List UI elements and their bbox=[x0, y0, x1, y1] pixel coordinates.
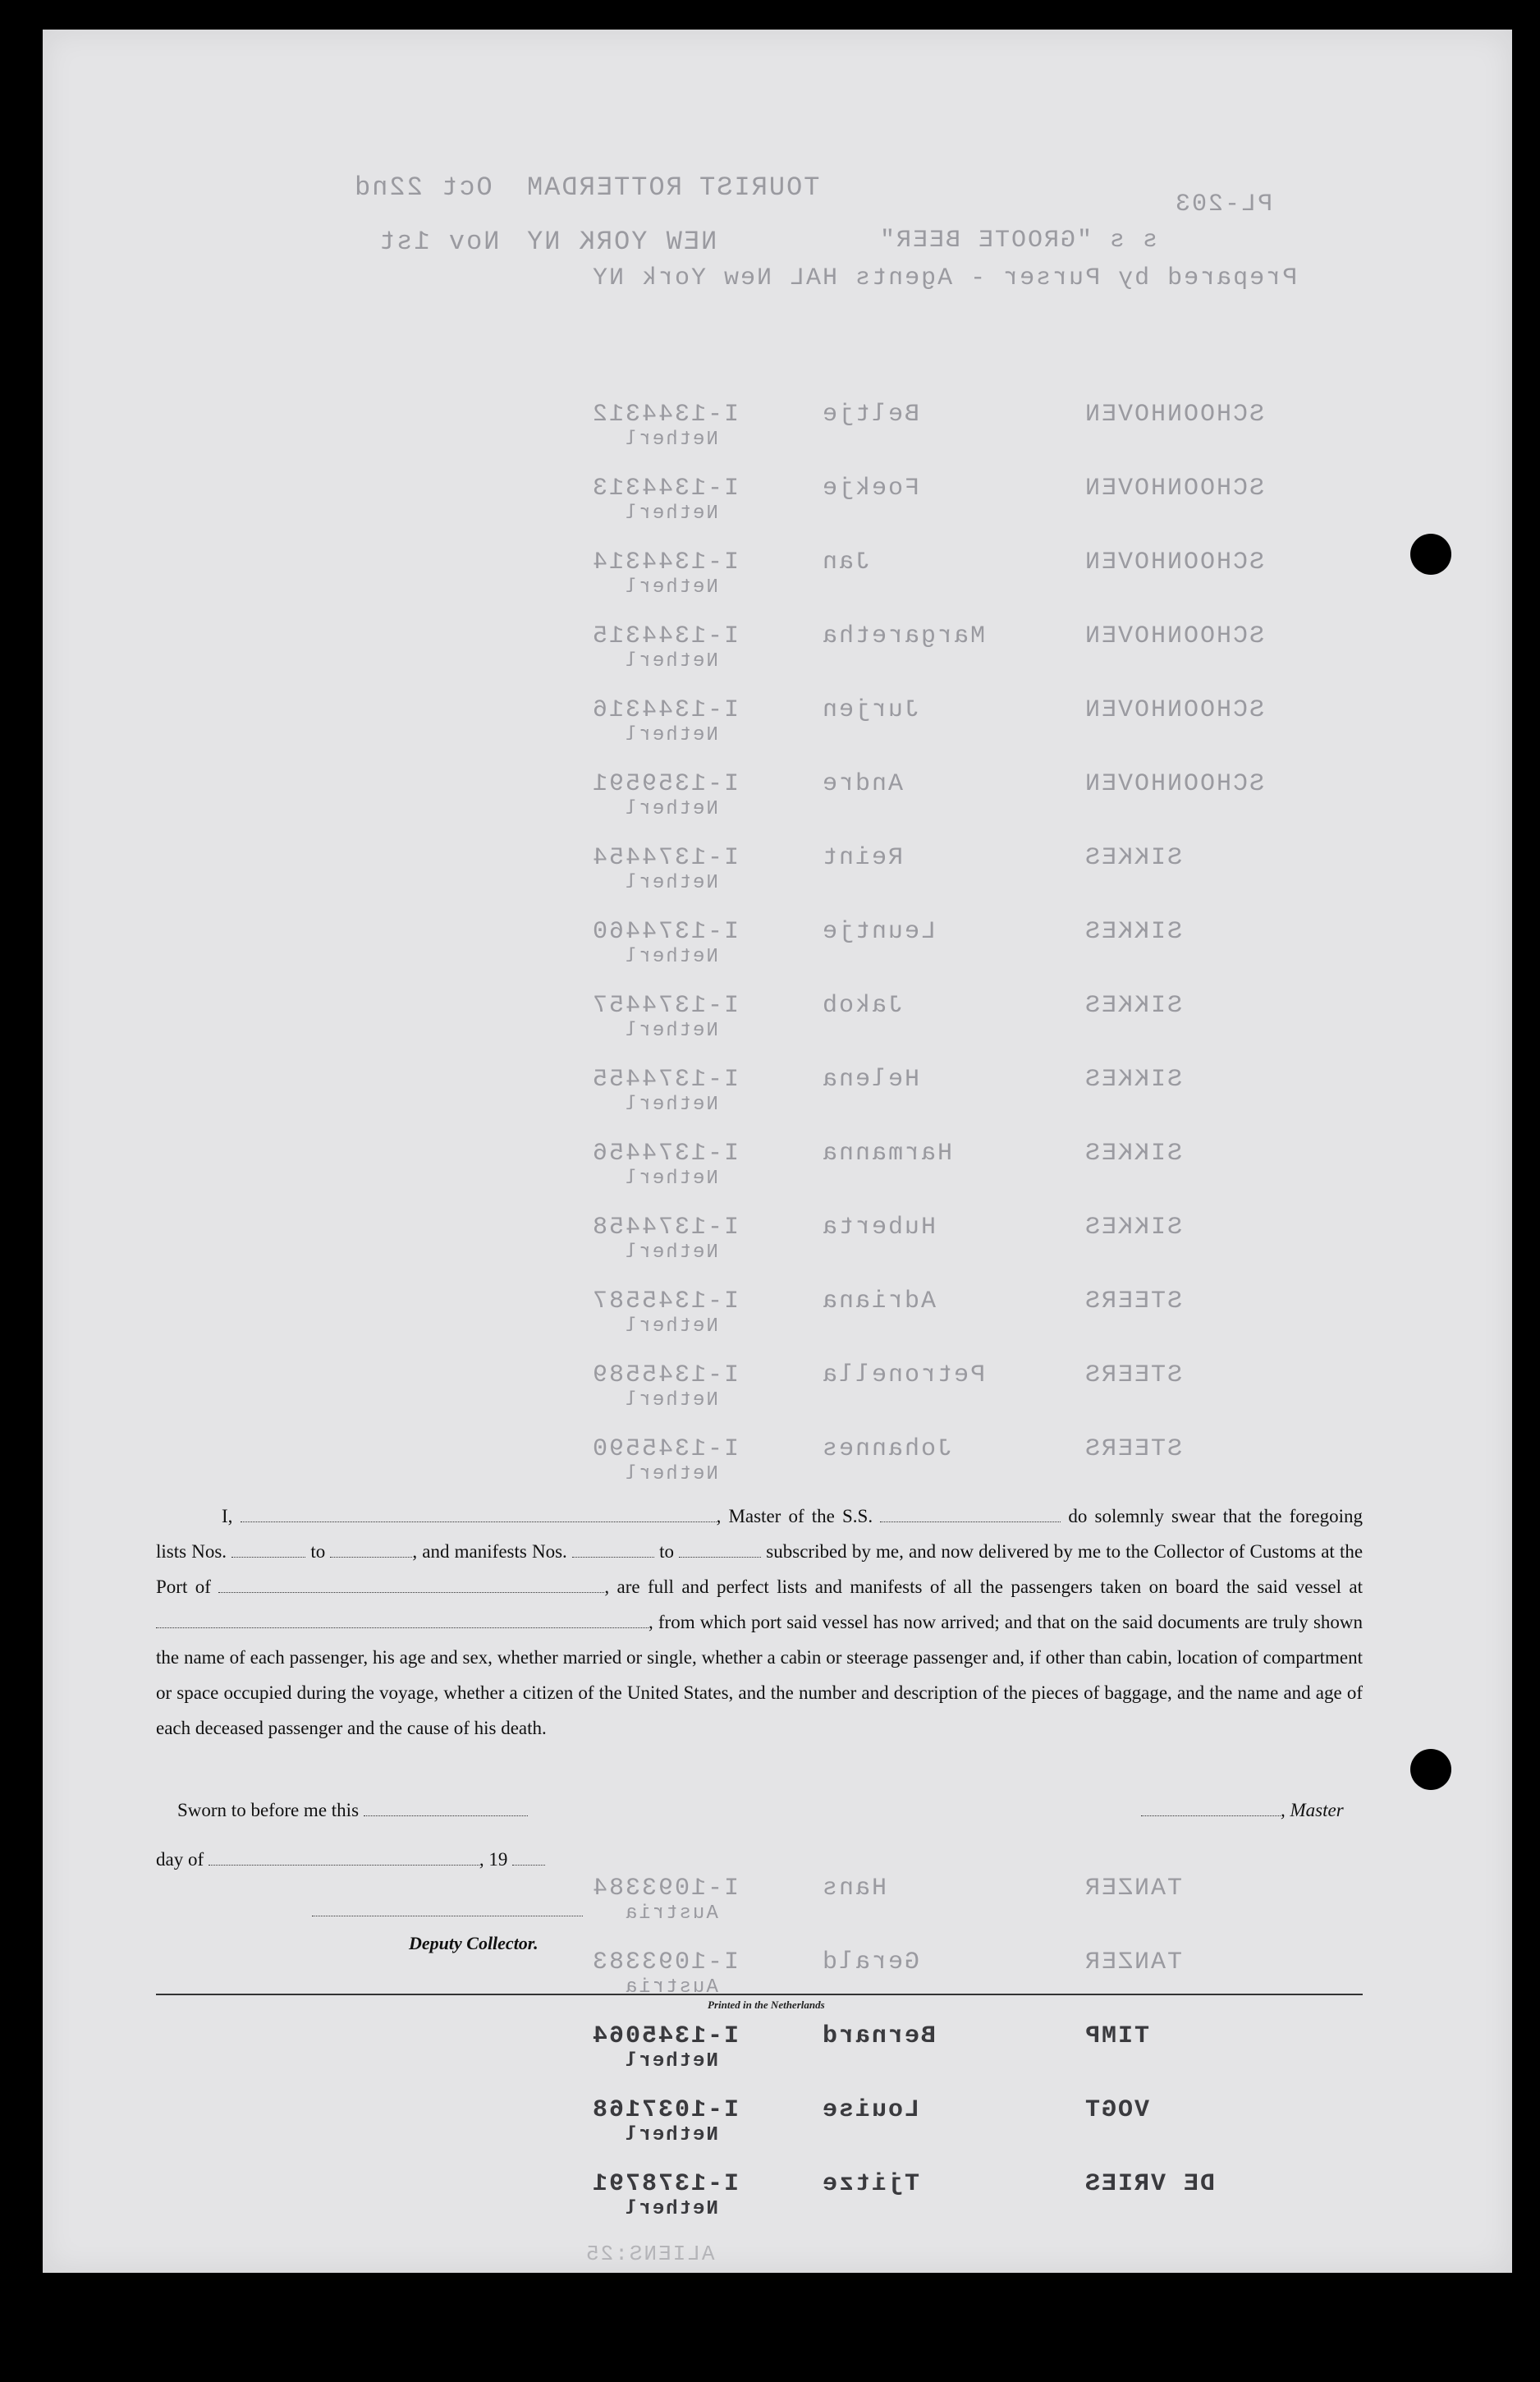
sworn-text: Sworn to before me this bbox=[177, 1800, 360, 1820]
bottom-row-id: I-1037168 bbox=[591, 2096, 740, 2124]
bottom-row-id: I-1093384 bbox=[591, 1875, 740, 1902]
ghost-row-given: Leuntje bbox=[821, 918, 937, 946]
ghost-row-given: Margaretha bbox=[821, 622, 986, 650]
list-from-field[interactable] bbox=[231, 1539, 305, 1558]
ghost-row-id: I-1345587 bbox=[591, 1287, 740, 1315]
ghost-row-nat: Netherl bbox=[624, 1241, 718, 1264]
ghost-row-nat: Netherl bbox=[624, 429, 718, 451]
ghost-row-id: I-1345589 bbox=[591, 1361, 740, 1389]
ghost-row-surname: SCHOONHOVEN bbox=[1084, 401, 1265, 429]
declaration-to-2: to bbox=[659, 1541, 674, 1562]
bottom-row-surname: TIMP bbox=[1084, 2022, 1150, 2050]
manifest-from-field[interactable] bbox=[572, 1539, 654, 1558]
ghost-row-nat: Netherl bbox=[624, 946, 718, 968]
bottom-row-surname: TANZER bbox=[1084, 1875, 1183, 1902]
day-of-label: day of bbox=[156, 1849, 204, 1870]
ghost-prepared: Prepared by Purser - Agents HAL New York NY bbox=[591, 264, 1298, 292]
ghost-line2-left: NEW YORK NY bbox=[525, 227, 717, 257]
ghost-row-id: I-1359591 bbox=[591, 770, 740, 798]
vessel-port-field[interactable] bbox=[156, 1609, 649, 1628]
ghost-ship: s s "GROOTE BEER" bbox=[878, 227, 1158, 255]
bottom-row-id: I-1378791 bbox=[591, 2170, 740, 2198]
ghost-row-surname: SCHOONHOVEN bbox=[1084, 548, 1265, 576]
ghost-row-given: Jakob bbox=[821, 992, 904, 1020]
ghost-row-surname: SCHOONHOVEN bbox=[1084, 475, 1265, 503]
ghost-row-nat: Netherl bbox=[624, 724, 718, 746]
bottom-row-nat: Netherl bbox=[624, 2198, 718, 2220]
master-name-field[interactable] bbox=[241, 1503, 717, 1522]
bottom-row-given: Hans bbox=[821, 1875, 887, 1902]
declaration-to-1: to bbox=[310, 1541, 326, 1562]
ghost-row-surname: SIKKES bbox=[1084, 1214, 1183, 1241]
ghost-row-nat: Netherl bbox=[624, 503, 718, 525]
bottom-row-id: I-1093383 bbox=[591, 1948, 740, 1976]
ghost-row-id: I-1374458 bbox=[591, 1214, 740, 1241]
ghost-row-nat: Netherl bbox=[624, 1020, 718, 1042]
ghost-line1-left: TOURIST bbox=[698, 172, 820, 203]
bottom-row-nat: Netherl bbox=[624, 2050, 718, 2072]
sworn-master bbox=[1141, 1800, 1344, 1821]
ghost-row-id: I-1345590 bbox=[591, 1435, 740, 1463]
bottom-row-given: Tjitze bbox=[821, 2170, 920, 2198]
bottom-row-surname: VOGT bbox=[1084, 2096, 1150, 2124]
bottom-row-nat: Austria bbox=[624, 1976, 718, 1999]
ghost-row-id: I-1344316 bbox=[591, 696, 740, 724]
ghost-row-given: Huberta bbox=[821, 1214, 937, 1241]
manifest-page bbox=[43, 30, 1512, 2273]
master-declaration bbox=[156, 1499, 1363, 1746]
sworn-master-field[interactable] bbox=[1141, 1815, 1281, 1816]
footer-rule bbox=[156, 1994, 1363, 1995]
ghost-row-nat: Netherl bbox=[624, 576, 718, 599]
ghost-row-given: Jan bbox=[821, 548, 871, 576]
ghost-row-nat: Netherl bbox=[624, 1094, 718, 1116]
ghost-row-surname: SCHOONHOVEN bbox=[1084, 770, 1265, 798]
ghost-row-surname: SCHOONHOVEN bbox=[1084, 696, 1265, 724]
ghost-row-nat: Netherl bbox=[624, 650, 718, 672]
ghost-row-given: Helena bbox=[821, 1066, 920, 1094]
aliens-note: ALIENS:25 bbox=[584, 2242, 715, 2266]
list-to-field[interactable] bbox=[330, 1539, 412, 1558]
ghost-row-surname: STEERS bbox=[1084, 1435, 1183, 1463]
manifest-to-field[interactable] bbox=[679, 1539, 761, 1558]
year-field[interactable] bbox=[512, 1865, 545, 1866]
year-label: , 19 bbox=[479, 1849, 508, 1870]
declaration-full: , are full and perfect lists and manifests of all the passengers taken on board the said vessel at bbox=[604, 1577, 1364, 1597]
ghost-row-given: Reint bbox=[821, 844, 904, 872]
printed-note: Printed in the Netherlands bbox=[708, 1999, 825, 2011]
ghost-pl-code: PL-203 bbox=[1174, 190, 1273, 218]
bottom-row-given: Bernard bbox=[821, 2022, 937, 2050]
ghost-row-given: Andre bbox=[821, 770, 904, 798]
ghost-row-nat: Netherl bbox=[624, 1463, 718, 1485]
ghost-row-given: Petronella bbox=[821, 1361, 986, 1389]
ghost-row-id: I-1344315 bbox=[591, 622, 740, 650]
ghost-row-given: Beltje bbox=[821, 401, 920, 429]
ghost-row-given: Harmanna bbox=[821, 1140, 953, 1168]
deputy-collector-label: Deputy Collector. bbox=[409, 1933, 539, 1953]
ghost-row-id: I-1344313 bbox=[591, 475, 740, 503]
declaration-manifests: , and manifests Nos. bbox=[412, 1541, 567, 1562]
declaration-swear: do solemnly swear that the foregoing lists Nos. bbox=[156, 1506, 1364, 1562]
ghost-row-given: Adriana bbox=[821, 1287, 937, 1315]
ghost-row-surname: SIKKES bbox=[1084, 918, 1183, 946]
ghost-row-id: I-1344314 bbox=[591, 548, 740, 576]
sworn-master-label: , Master bbox=[1281, 1800, 1344, 1820]
bottom-row-nat: Austria bbox=[624, 1902, 718, 1925]
ghost-row-surname: SIKKES bbox=[1084, 1066, 1183, 1094]
ghost-row-surname: SCHOONHOVEN bbox=[1084, 622, 1265, 650]
declaration-body: , from which port said vessel has now arrived; and that on the said documents are truly shown the name of each passenger, his age and sex, whether married or single, whether a cabin or steerage passenger and, if other than cabin, location of compartment or space occupied during the voyage, whether a citizen of the United States, and the number and description of the pieces of baggage, and the name and age of each deceased passenger and the cause of his death. bbox=[156, 1612, 1363, 1738]
ghost-row-surname: SIKKES bbox=[1084, 1140, 1183, 1168]
ghost-row-id: I-1374455 bbox=[591, 1066, 740, 1094]
punch-hole-top bbox=[1410, 534, 1451, 575]
ship-name-field[interactable] bbox=[880, 1503, 1061, 1522]
ghost-row-id: I-1344312 bbox=[591, 401, 740, 429]
ghost-line2-right: Nov 1st bbox=[378, 227, 500, 257]
ghost-row-given: Johannes bbox=[821, 1435, 953, 1463]
bottom-row-id: I-1345064 bbox=[591, 2022, 740, 2050]
declaration-master: , Master of the S.S. bbox=[716, 1506, 873, 1526]
ghost-row-nat: Netherl bbox=[624, 798, 718, 820]
ghost-line1-right: Oct 22nd bbox=[353, 172, 493, 203]
ghost-row-surname: STEERS bbox=[1084, 1361, 1183, 1389]
port-field[interactable] bbox=[218, 1574, 604, 1593]
ghost-line1-mid: ROTTERDAM bbox=[525, 172, 682, 203]
declaration-i: I, bbox=[222, 1506, 233, 1526]
ghost-row-surname: SIKKES bbox=[1084, 992, 1183, 1020]
ghost-row-id: I-1374454 bbox=[591, 844, 740, 872]
ghost-row-nat: Netherl bbox=[624, 1389, 718, 1411]
ghost-row-given: Jurjen bbox=[821, 696, 920, 724]
ghost-row-surname: STEERS bbox=[1084, 1287, 1183, 1315]
ghost-row-nat: Netherl bbox=[624, 872, 718, 894]
bottom-row-surname: DE VRIES bbox=[1084, 2170, 1216, 2198]
ghost-row-surname: SIKKES bbox=[1084, 844, 1183, 872]
punch-hole-bottom bbox=[1410, 1749, 1451, 1790]
bottom-row-given: Louise bbox=[821, 2096, 920, 2124]
ghost-row-nat: Netherl bbox=[624, 1315, 718, 1338]
sworn-date-field[interactable] bbox=[364, 1815, 528, 1816]
ghost-row-given: Foekje bbox=[821, 475, 920, 503]
day-field[interactable] bbox=[209, 1865, 479, 1866]
bottom-row-given: Gerald bbox=[821, 1948, 920, 1976]
ghost-row-id: I-1374457 bbox=[591, 992, 740, 1020]
ghost-row-nat: Netherl bbox=[624, 1168, 718, 1190]
bottom-row-nat: Netherl bbox=[624, 2124, 718, 2146]
bottom-row-surname: TANZER bbox=[1084, 1948, 1183, 1976]
sworn-line bbox=[177, 1800, 528, 1821]
ghost-row-id: I-1374456 bbox=[591, 1140, 740, 1168]
sworn-day-line bbox=[156, 1849, 545, 1870]
deputy-line bbox=[312, 1900, 583, 1921]
ghost-row-id: I-1374460 bbox=[591, 918, 740, 946]
declaration-delivered: subscribed by me, and now delivered by me to the Collector of Customs at the Port of bbox=[156, 1541, 1364, 1597]
